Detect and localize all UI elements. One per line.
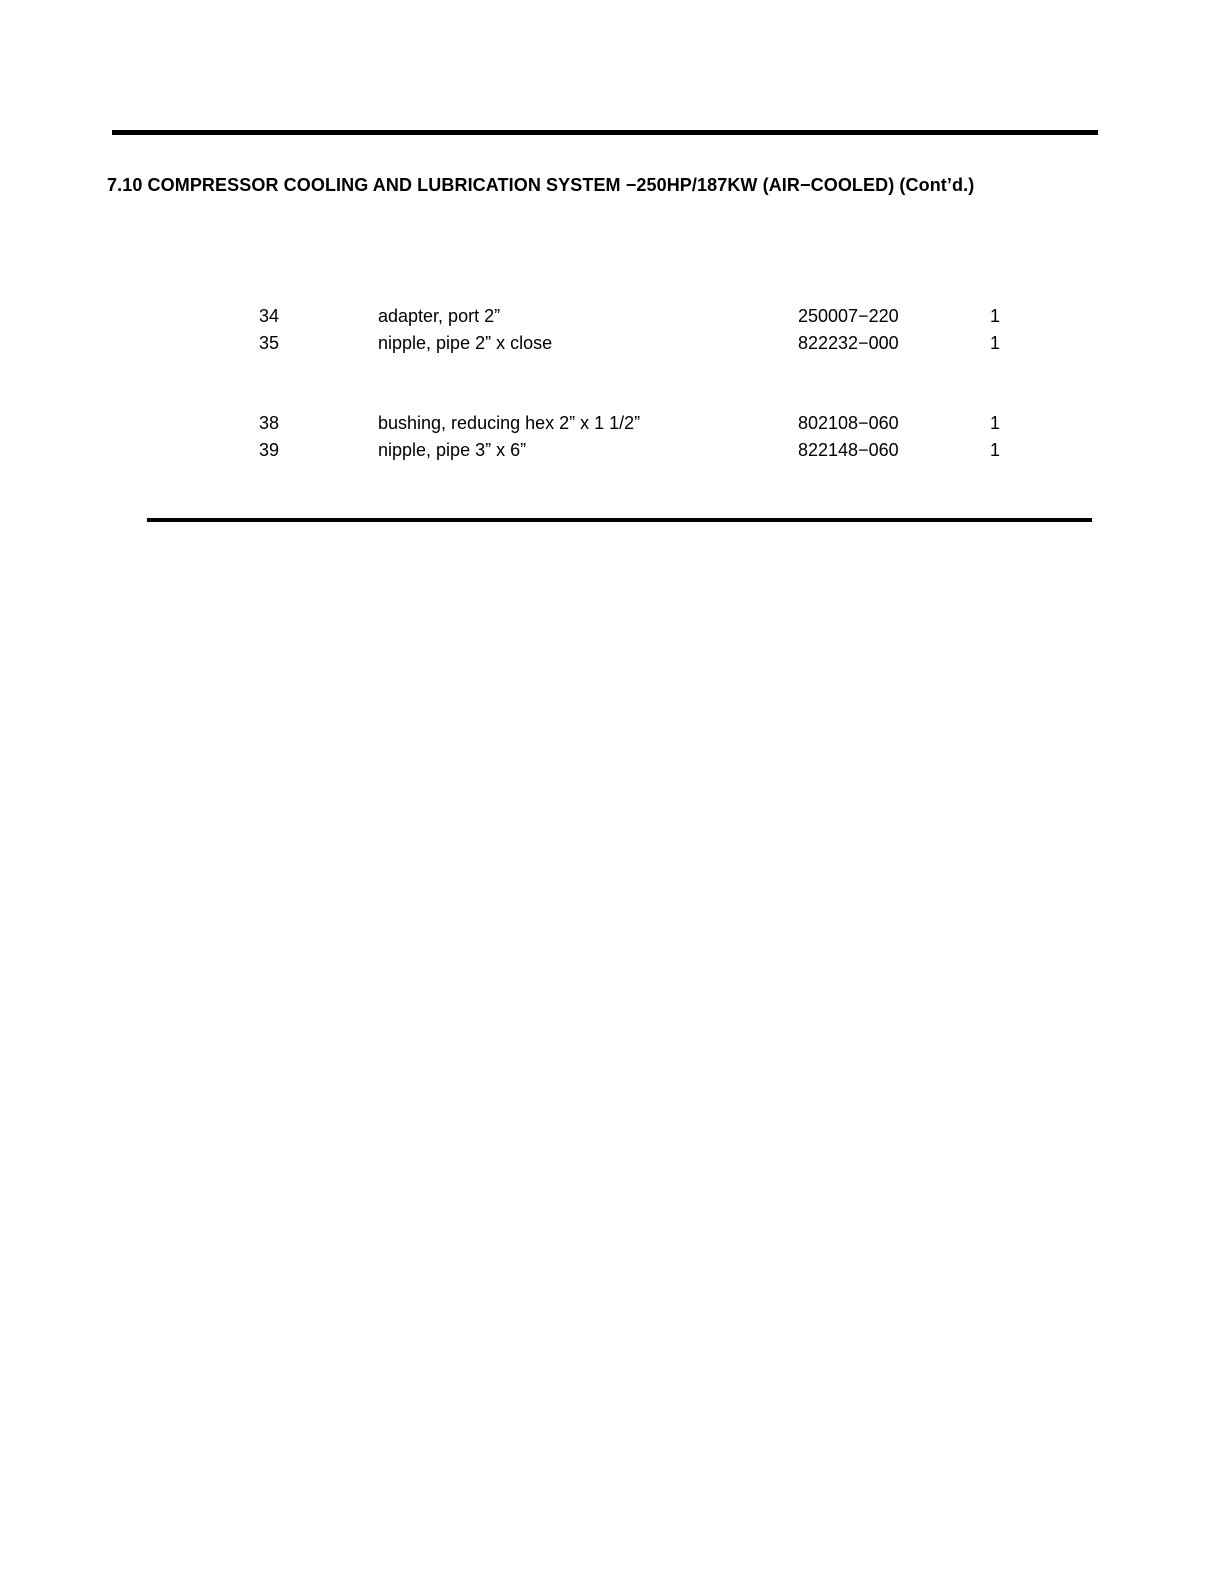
parts-row — [0, 440, 1224, 464]
section-title: 7.10 COMPRESSOR COOLING AND LUBRICATION SYSTEM −250HP/187KW (AIR−COOLED) (Cont’d.) — [107, 175, 975, 195]
parts-row — [0, 306, 1224, 330]
quantity: 1 — [990, 333, 1001, 353]
item-number: 38 — [259, 413, 280, 433]
item-number: 39 — [259, 440, 280, 460]
part-number: 822148−060 — [798, 440, 899, 460]
quantity: 1 — [990, 440, 1001, 460]
part-number: 802108−060 — [798, 413, 899, 433]
bottom-rule — [147, 518, 1092, 522]
part-description: adapter, port 2” — [378, 306, 501, 326]
parts-row — [0, 413, 1224, 437]
item-number: 35 — [259, 333, 280, 353]
part-number: 822232−000 — [798, 333, 899, 353]
top-rule — [112, 130, 1098, 135]
parts-row — [0, 333, 1224, 357]
part-number: 250007−220 — [798, 306, 899, 326]
item-number: 34 — [259, 306, 280, 326]
quantity: 1 — [990, 306, 1001, 326]
quantity: 1 — [990, 413, 1001, 433]
part-description: nipple, pipe 2” x close — [378, 333, 553, 353]
part-description: nipple, pipe 3” x 6” — [378, 440, 527, 460]
part-description: bushing, reducing hex 2” x 1 1/2” — [378, 413, 641, 433]
